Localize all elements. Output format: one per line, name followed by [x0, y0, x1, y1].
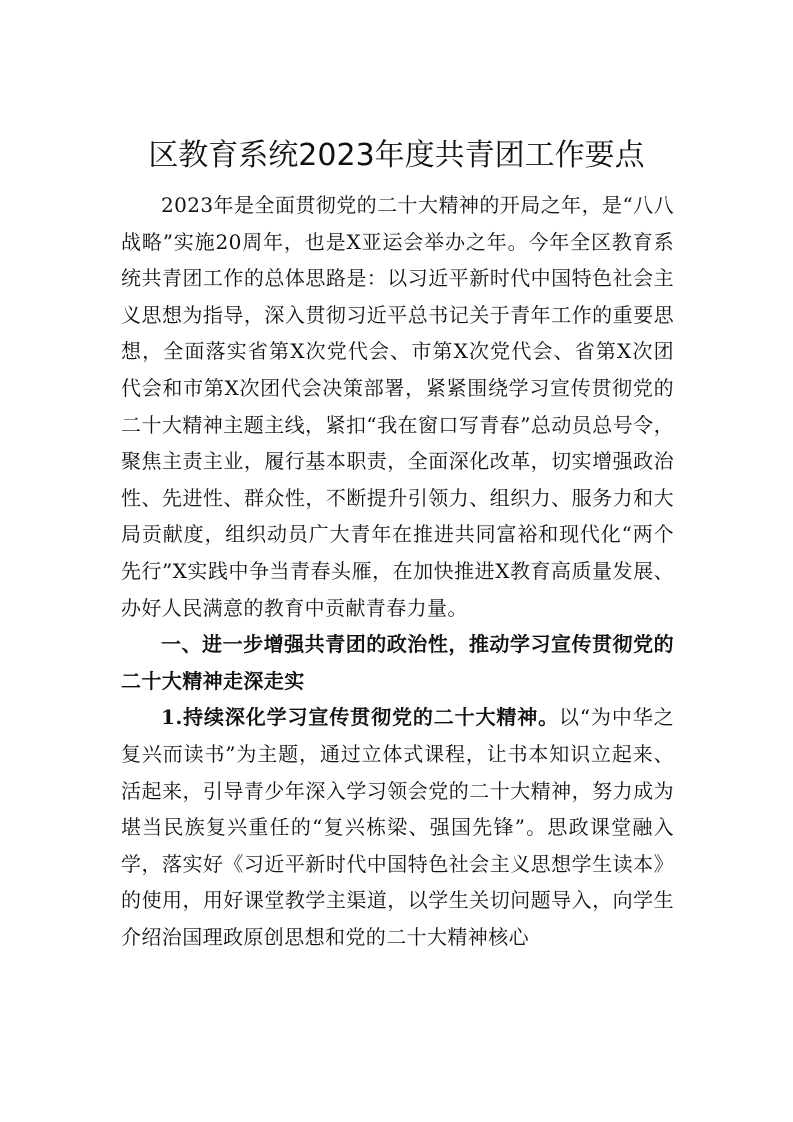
document-title: 区教育系统2023年度共青团工作要点 — [148, 138, 645, 173]
document-body — [121, 187, 674, 955]
intro-paragraph: 2023年是全面贯彻党的二十大精神的开局之年，是“八八战略”实施20周年，也是X亚运会举办之年。今年全区教育系统共青团工作的总体思路是：以习近平新时代中国特色社会主义思想为指导，深入贯彻习近平总书记关于青年工作的重要思想，全面落实省第X次党代会、市第X次党代会、省第X次团代会和市第X次团代会决策部署，紧紧围绕学习宣传贯彻党的二十大精神主题主线，紧扣“我在窗口写青春”总动员总号令，聚焦主责主业，履行基本职责，全面深化改革，切实增强政治性、先进性、群众性，不断提升引领力、组织力、服务力和大局贡献度，组织动员广大青年在推进共同富裕和现代化“两个先行”X实践中争当青春头雁，在加快推进X教育高质量发展、办好人民满意的教育中贡献青春力量。 — [121, 193, 674, 620]
section-heading-1: 一、进一步增强共青团的政治性，推动学习宣传贯彻党的二十大精神走深走实 — [121, 632, 674, 693]
item-paragraph-1 — [121, 699, 674, 955]
item-text-1: 以“为中华之复兴而读书”为主题，通过立体式课程，让书本知识立起来、活起来，引导青少年深入学习领会党的二十大精神，努力成为堪当民族复兴重任的“复兴栋梁、强国先锋”。思政课堂融入学，落实好《习近平新时代中国特色社会主义思想学生读本》的使用，用好课堂教学主渠道，以学生关切问题导入，向学生介绍治国理政原创思想和党的二十大精神核心 — [121, 705, 675, 949]
item-lead-1: 1.持续深化学习宣传贯彻党的二十大精神。 — [161, 705, 559, 730]
